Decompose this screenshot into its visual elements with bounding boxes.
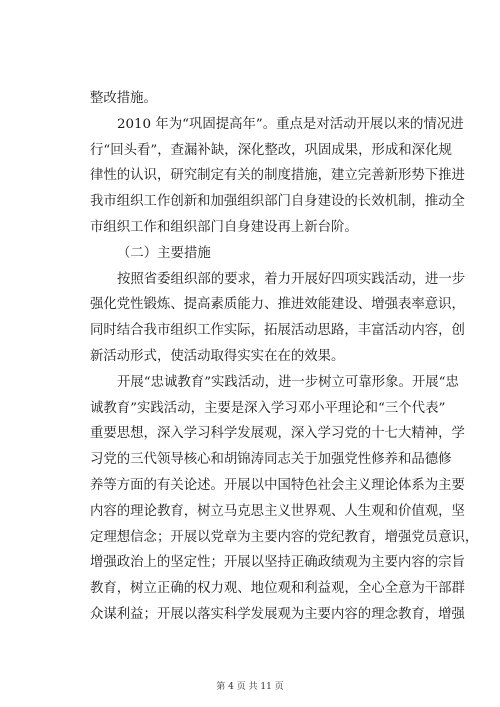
text-line: 同时结合我市组织工作实际，拓展活动思路，丰富活动内容，创 (90, 323, 465, 339)
text-line: 按照省委组织部的要求，着力开展好四项实践活动，进一步 (117, 271, 466, 287)
text-line: 众谋利益；开展以落实科学发展观为主要内容的理念教育，增强 (90, 606, 465, 622)
text-line: 新活动形式，使活动取得实实在在的效果。 (90, 348, 345, 364)
text-line: 重要思想，深入学习科学发展观，深入学习党的十七大精神，学 (90, 426, 465, 442)
text-line: 律性的认识，研究制定有关的制度措施，建立完善新形势下推进 (90, 168, 465, 184)
text-line: 整改措施。 (90, 91, 157, 106)
text-line: 我市组织工作创新和加强组织部门自身建设的长效机制，推动全 (90, 194, 465, 210)
text-line: 行“回头看”，查漏补缺，深化整改，巩固成果，形成和深化规 (90, 142, 452, 158)
text-line: 增强政治上的坚定性；开展以坚持正确政绩观为主要内容的宗旨 (90, 555, 465, 571)
text-line: 习党的三代领导核心和胡锦涛同志关于加强党性修养和品德修 (90, 452, 452, 468)
text-line: 教育，树立正确的权力观、地位观和利益观，全心全意为干部群 (90, 581, 465, 597)
text-line: 开展“忠诚教育”实践活动，进一步树立可靠形象。开展“忠 (117, 374, 459, 390)
text-line: 内容的理论教育，树立马克思主义世界观、人生观和价值观，坚 (90, 503, 465, 519)
text-line: 市组织工作和组织部门自身建设再上新台阶。 (90, 219, 358, 235)
text-line: 强化党性锻炼、提高素质能力、推进效能建设、增强表率意识， (90, 297, 465, 313)
text-line: 定理想信念；开展以党章为主要内容的党纪教育，增强党员意识， (90, 529, 479, 545)
text-line: 2010 年为“巩固提高年”。重点是对活动开展以来的情况进 (117, 116, 464, 132)
text-line: 养等方面的有关论述。开展以中国特色社会主义理论体系为主要 (90, 477, 465, 493)
text-line: 诚教育”实践活动，主要是深入学习邓小平理论和“三个代表” (90, 400, 446, 416)
section-heading: （二）主要措施 (117, 245, 211, 261)
document-body (90, 86, 479, 628)
page-footer: 第 4 页 共 11 页 (216, 682, 284, 692)
